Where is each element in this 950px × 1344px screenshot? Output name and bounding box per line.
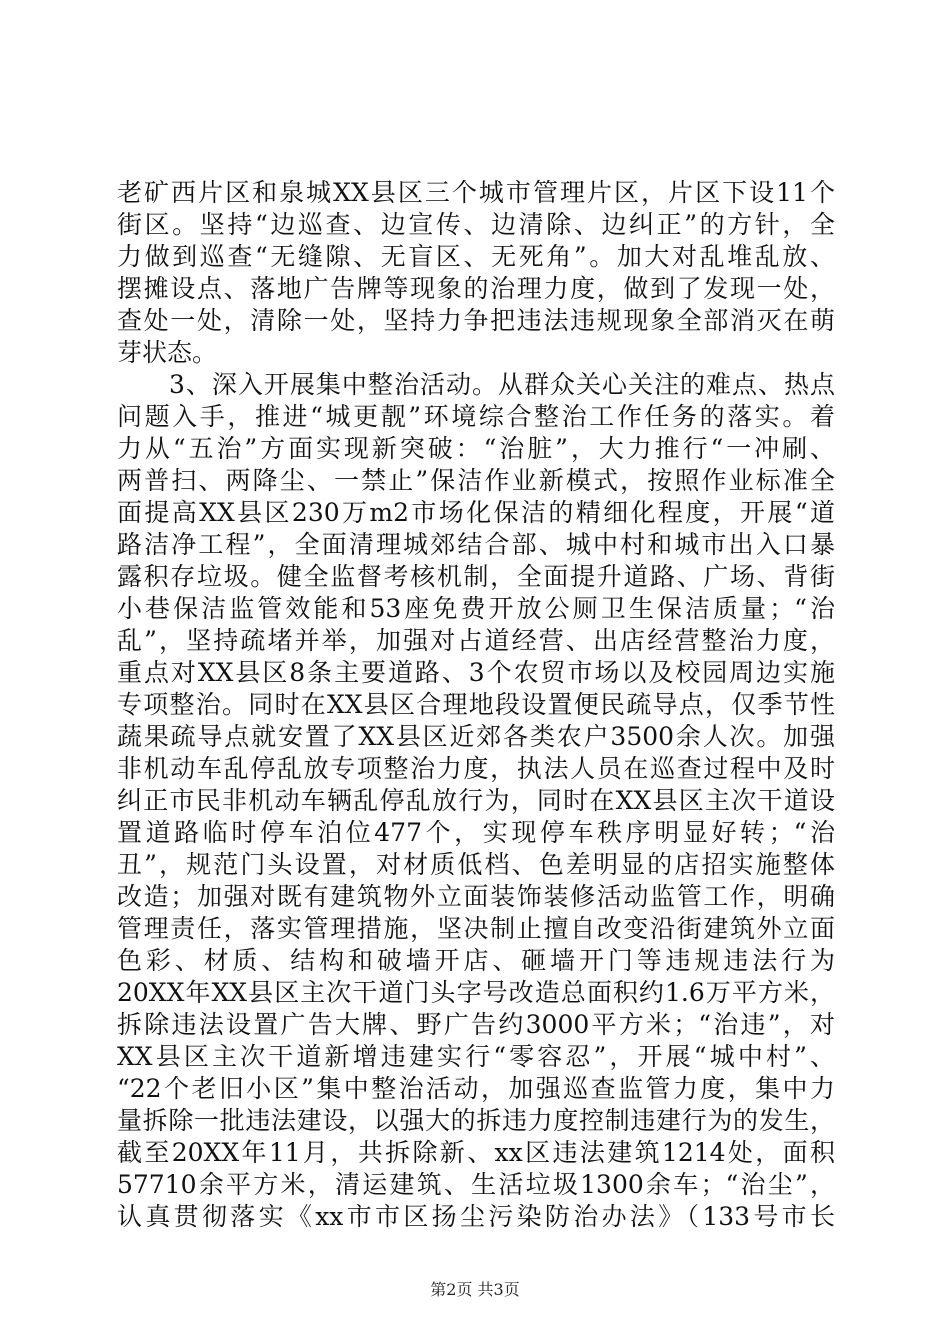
text-line: 力做到巡查“无缝隙、无盲区、无死角”。加大对乱堆乱放、 [117,242,835,271]
text-line: 查处一处，清除一处，坚持力争把违法违规现象全部消灭在萌 [117,306,835,335]
text-line: 拆除违法设置广告大牌、野广告约3000平方米；“治违”，对 [117,1010,835,1039]
text-line: 3、深入开展集中整治活动。从群众关心关注的难点、热点 [117,370,835,399]
text-line: 57710余平方米，清运建筑、生活垃圾1300余车；“治尘”， [117,1170,835,1199]
text-line: 路洁净工程”，全面清理城郊结合部、城中村和城市出入口暴 [117,530,835,559]
text-line: 非机动车乱停乱放专项整治力度，执法人员在巡查过程中及时 [117,754,835,783]
text-line: 色彩、材质、结构和破墙开店、砸墙开门等违规违法行为 [117,946,835,975]
text-line: 芽状态。 [117,338,218,367]
text-line: “22个老旧小区”集中整治活动，加强巡查监管力度，集中力 [117,1074,835,1103]
text-line: 摆摊设点、落地广告牌等现象的治理力度，做到了发现一处， [117,274,835,303]
text-line: 街区。坚持“边巡查、边宣传、边清除、边纠正”的方针，全 [117,210,835,239]
text-line: 小巷保洁监管效能和53座免费开放公厕卫生保洁质量；“治 [117,594,835,623]
text-line: 两普扫、两降尘、一禁止”保洁作业新模式，按照作业标准全 [117,466,835,495]
text-line: 认真贯彻落实《xx市市区扬尘污染防治办法》（133号市长 [117,1202,835,1231]
text-line: 纠正市民非机动车辆乱停乱放行为，同时在XX县区主次干道设 [117,786,835,815]
text-line: 问题入手，推进“城更靓”环境综合整治工作任务的落实。着 [117,402,835,431]
text-line: 老矿西片区和泉城XX县区三个城市管理片区，片区下设11个 [117,178,835,207]
text-line: 力从“五治”方面实现新突破：“治脏”，大力推行“一冲刷、 [117,434,835,463]
text-line: 专项整治。同时在XX县区合理地段设置便民疏导点，仅季节性 [117,690,835,719]
text-line: 露积存垃圾。健全监督考核机制，全面提升道路、广场、背街 [117,562,835,591]
page-number-footer: 第2页 共3页 [430,1280,520,1299]
text-line: 截至20XX年11月，共拆除新、xx区违法建筑1214处，面积 [117,1138,835,1167]
text-line: 面提高XX县区230万m2市场化保洁的精细化程度，开展“道 [117,498,835,527]
text-line: 乱”，坚持疏堵并举，加强对占道经营、出店经营整治力度， [117,626,835,655]
text-line: 重点对XX县区8条主要道路、3个农贸市场以及校园周边实施 [117,658,835,687]
text-line: 丑”，规范门头设置，对材质低档、色差明显的店招实施整体 [117,850,835,879]
text-line: XX县区主次干道新增违建实行“零容忍”，开展“城中村”、 [117,1042,835,1071]
text-line: 管理责任，落实管理措施，坚决制止擅自改变沿街建筑外立面 [117,914,835,943]
text-line: 量拆除一批违法建设，以强大的拆违力度控制违建行为的发生， [117,1106,835,1135]
text-line: 20XX年XX县区主次干道门头字号改造总面积约1.6万平方米， [117,978,835,1007]
body-text [117,177,835,1233]
text-line: 蔬果疏导点就安置了XX县区近郊各类农户3500余人次。加强 [117,722,835,751]
text-line: 改造；加强对既有建筑物外立面装饰装修活动监管工作，明确 [117,882,835,911]
text-line: 置道路临时停车泊位477个，实现停车秩序明显好转；“治 [117,818,835,847]
